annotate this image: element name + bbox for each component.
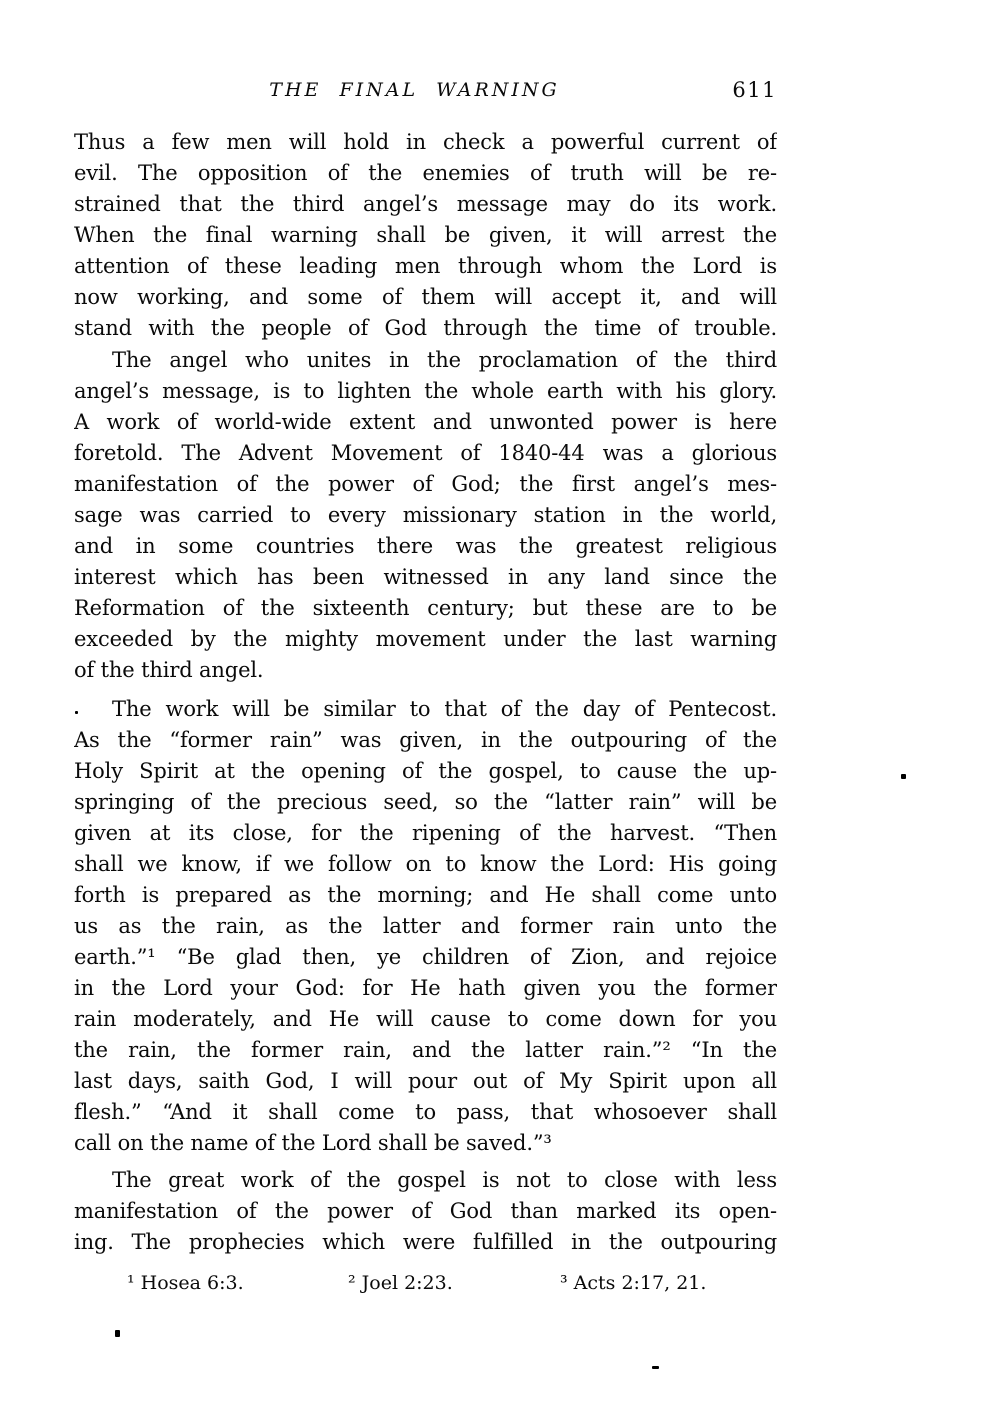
text-line: The great work of the gospel is not to close with less: [112, 1168, 777, 1192]
scan-artifact-dot: [652, 1366, 659, 1369]
text-line: the rain, the former rain, and the latter rain.”² “In the: [74, 1038, 777, 1062]
text-line: The angel who unites in the proclamation of the third: [112, 348, 777, 372]
text-line: springing of the precious seed, so the “latter rain” will be: [74, 790, 777, 814]
text-line: earth.”¹ “Be glad then, ye children of Zion, and rejoice: [74, 945, 777, 969]
footnotes: [74, 1270, 777, 1300]
text-line: As the “former rain” was given, in the outpouring of the: [74, 728, 777, 752]
text-line: manifestation of the power of God than marked its open-: [74, 1199, 777, 1223]
text-line: and in some countries there was the greatest religious: [74, 534, 777, 558]
text-line: now working, and some of them will accept it, and will: [74, 285, 777, 309]
text-line: shall we know, if we follow on to know the Lord: His going: [74, 852, 777, 876]
text-line: flesh.” “And it shall come to pass, that whosoever shall: [74, 1100, 777, 1124]
scan-artifact-dot: [115, 1330, 120, 1337]
text-line: forth is prepared as the morning; and He shall come unto: [74, 883, 777, 907]
paragraph: [74, 694, 777, 1159]
text-line: stand with the people of God through the time of trouble.: [74, 316, 777, 340]
text-line: evil. The opposition of the enemies of truth will be re-: [74, 161, 777, 185]
text-line: rain moderately, and He will cause to come down for you: [74, 1007, 777, 1031]
text-line: manifestation of the power of God; the first angel’s mes-: [74, 472, 777, 496]
text-line: foretold. The Advent Movement of 1840-44 was a glorious: [74, 441, 777, 465]
text-line: attention of these leading men through whom the Lord is: [74, 254, 777, 278]
running-title: THE FINAL WARNING: [269, 79, 560, 101]
text-line: of the third angel.: [74, 658, 264, 682]
text-line: call on the name of the Lord shall be saved.”³: [74, 1131, 552, 1155]
text-line: When the final warning shall be given, it will arrest the: [74, 223, 777, 247]
paragraph: [74, 127, 777, 344]
text-line: strained that the third angel’s message may do its work.: [74, 192, 777, 216]
text-line: The work will be similar to that of the day of Pentecost.: [112, 697, 777, 721]
text-line: given at its close, for the ripening of the harvest. “Then: [74, 821, 777, 845]
text-line: angel’s message, is to lighten the whole earth with his glory.: [74, 379, 777, 403]
footnote-1: ¹ Hosea 6:3.: [127, 1272, 244, 1294]
text-line: Reformation of the sixteenth century; but these are to be: [74, 596, 777, 620]
text-line: Thus a few men will hold in check a powerful current of: [74, 130, 777, 154]
paragraph: [74, 345, 777, 686]
body-text: [74, 127, 777, 1258]
text-line: us as the rain, as the latter and former rain unto the: [74, 914, 777, 938]
paragraph: [74, 1165, 777, 1258]
text-line: A work of world-wide extent and unwonted power is here: [74, 410, 777, 434]
footnote-3: ³ Acts 2:17, 21.: [560, 1272, 707, 1294]
text-line: Holy Spirit at the opening of the gospel, to cause the up-: [74, 759, 777, 783]
page-number: 611: [732, 78, 777, 102]
scan-artifact-dot: [901, 774, 906, 779]
text-line: interest which has been witnessed in any land since the: [74, 565, 777, 589]
footnote-2: ² Joel 2:23.: [348, 1272, 453, 1294]
text-line: last days, saith God, I will pour out of My Spirit upon all: [74, 1069, 777, 1093]
text-line: in the Lord your God: for He hath given you the former: [74, 976, 777, 1000]
text-line: ing. The prophecies which were fulfilled in the outpouring: [74, 1230, 777, 1254]
scan-artifact-dot: [75, 711, 78, 714]
text-line: sage was carried to every missionary station in the world,: [74, 503, 777, 527]
text-line: exceeded by the mighty movement under the last warning: [74, 627, 777, 651]
page-header: [74, 78, 777, 104]
